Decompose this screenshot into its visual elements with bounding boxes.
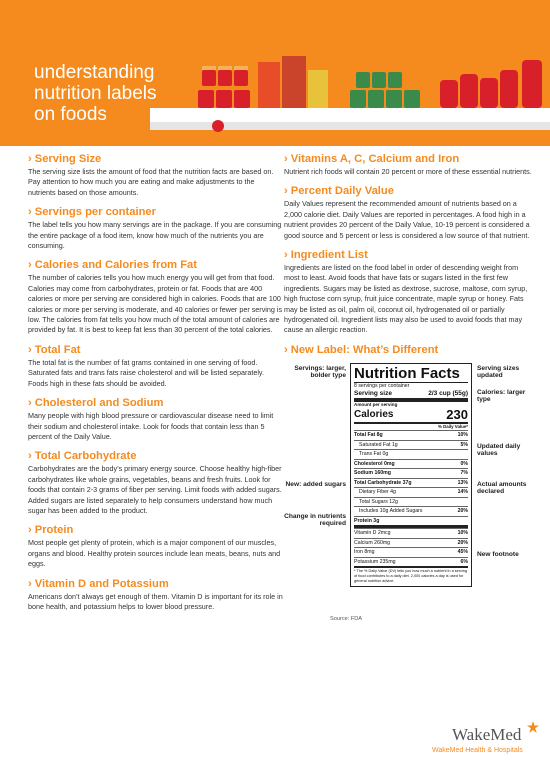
section-heading [28,523,284,537]
calories-label: Calories [354,409,394,421]
section-body: Nutrient rich foods will contain 20 percent or more of these essential nutrients. [284,167,532,176]
nutrient-row [354,430,468,440]
page-title [34,62,157,125]
nutrient-name: Vitamin D 2mcg [354,530,391,537]
nutrition-label-diagram [284,363,532,625]
section-heading-text: Calories and Calories from Fat [34,259,197,272]
nutrient-row [354,468,468,478]
nutrient-row [354,557,468,567]
section-heading [28,205,284,219]
annotation-new-added-sugars: New: added sugars [285,480,346,488]
section-heading-text: Serving Size [34,153,102,165]
calories-row [354,408,468,424]
nutrient-row [354,506,468,516]
annotation-calories: Calories: larger type [477,388,526,404]
nutrition-facts-label [350,363,472,588]
section-heading [284,248,532,262]
serving-size-value: 2/3 cup (55g) [428,389,468,397]
chevron-right-icon: › [28,397,32,410]
section-heading-text: New Label: What’s Different [290,343,439,356]
annotation-serving-sizes: Serving sizes updated [477,364,520,380]
section-heading-text: Servings per container [34,206,156,219]
nutrient-name: Sodium 160mg [354,470,391,477]
nutrient-row [354,440,468,450]
section-body: Most people get plenty of protein, which is a major component of our muscles, organs and blood. Healthy protein sources include lean meats, beans, nuts and eggs. [28,538,281,569]
calories-value: 230 [446,407,468,423]
section-body: The label tells you how many servings are in the package. If you are consuming the entire package of a food item, know how much of the nutrients you are consuming. [28,220,282,251]
nutrient-row [354,547,468,557]
nutrient-name: Cholesterol 0mg [354,460,395,467]
nutrient-name: Total Carbohydrate 37g [354,479,412,486]
nutrient-name: Protein 3g [354,517,380,524]
servings-per-container: 8 servings per container [354,382,410,389]
title-line-2: nutrition labels [34,83,157,104]
section-heading [284,152,532,166]
section-heading-text: Vitamins A, C, Calcium and Iron [290,153,460,165]
section-heading [28,396,284,410]
chevron-right-icon: › [28,153,32,165]
section-heading-text: Protein [34,524,74,537]
annotation-new-footnote: New footnote [477,550,519,558]
nutrient-daily-value: 20% [457,508,468,515]
nutrient-daily-value: 13% [457,479,468,486]
chevron-right-icon: › [28,206,32,219]
label-title: Nutrition Facts [354,366,468,383]
right-column [284,152,532,625]
nutrient-daily-value: 10% [457,432,468,439]
nutrient-row [354,497,468,507]
section-heading-text: Ingredient List [290,249,368,262]
nutrient-name: Calcium 260mg [354,539,391,546]
nutrient-row [354,487,468,497]
section-body: Daily Values represent the recommended amount of nutrients based on a 2,000 calorie diet. Daily Values are reported in percentages. A food high in a nutrient provides 20 percent of the Daily Value, 10-19 percent is considered a good source and 5 percent or less is considered a low source of that nutrient. [284,199,530,240]
nutrient-row [354,538,468,548]
chevron-right-icon: › [28,343,32,356]
chevron-right-icon: › [284,249,288,262]
section-body: Ingredients are listed on the food label in order of descending weight from most to least. Avoid foods that have fats or sugars listed in the first few ingredients. Sugars may be listed as dextrose, sucrose, maltose, corn syrup, high fructose corn syrup, fruit juice concentrate, maple syrup or honey. Fats may be listed as oil, palm oil, coconut oil, hydrogenated oil or partially hydrogenated oil. Ingredient lists may also be used to avoid foods that may cause an allergic reaction. [284,263,528,335]
nutrient-daily-value: 7% [460,470,468,477]
nutrient-row [354,528,468,538]
brand-subtitle: WakeMed Health & Hospitals [432,747,523,754]
wakemed-logo [432,725,523,754]
chevron-right-icon: › [28,577,32,590]
star-icon [527,721,539,733]
section-body: The total fat is the number of fat grams contained in one serving of food. Saturated fats and trans fats raise cholesterol and will be listed separately. Foods high in these fats should be avoided. [28,357,264,388]
nutrient-name: Dietary Fiber 4g [359,489,396,496]
nutrient-daily-value: 45% [457,549,468,556]
annotation-servings: Servings: larger, bolder type [294,364,346,380]
annotation-actual-amounts: Actual amounts declared [477,480,527,496]
chevron-right-icon: › [284,343,288,356]
nutrient-name: Trans Fat 0g [359,451,389,458]
nutrient-name: Total Sugars 12g [359,498,398,505]
chevron-right-icon: › [284,185,288,198]
amount-per-serving: Amount per serving [354,402,398,408]
section-heading [28,577,284,591]
chevron-right-icon: › [28,450,32,463]
nutrient-daily-value: 5% [460,441,468,448]
section-heading [28,343,284,357]
annotation-change-nutrients: Change in nutrients required [284,512,346,528]
section-body: Carbohydrates are the body’s primary energy source. Choose healthy high-fiber carbohydrates like whole grains, vegetables, beans and fresh fruits. Look for foods that contain 2-3 grams of fiber per serving. Limit foods with added sugars. Added sugars are listed separately to help consumers understand how much sugar has been added to the product. [28,464,282,515]
section-heading-text: Cholesterol and Sodium [34,397,164,410]
section-heading [284,184,532,198]
section-heading [28,258,284,272]
section-heading-text: Total Fat [34,343,81,356]
section-body: The serving size lists the amount of food that the nutrition facts are based on. Pay attention to how much you are eating and make adjustments to the nutrients based on those amounts. [28,167,274,197]
daily-value-header: % Daily Value* [437,424,468,430]
left-column [28,152,284,619]
section-heading-text: Total Carbohydrate [34,450,137,463]
nutrient-daily-value: 14% [457,489,468,496]
section-heading [28,449,284,463]
nutrient-daily-value: 6% [460,558,468,565]
section-heading-text: Percent Daily Value [290,185,394,198]
section-body: The number of calories tells you how much energy you will get from that food. Calories may come from carbohydrates, protein or fat. Foods that are 400 calories or more per serving are considered high in calories. Foods that are 100 calories or more per serving is moderate, and 40 calories or fewer per serving is low. The calories from fat tells you how much of the total amount of calories are provided by fat. It is best to keep fat less than 30 percent of the total calories. [28,273,283,335]
source-note: Source: FDA [330,615,363,622]
section-body: Many people with high blood pressure or cardiovascular disease need to limit their sodium and cholesterol intake. Look for foods that contain less than 5 percent of the Daily Value. [28,411,274,441]
nutrient-row [354,449,468,459]
nutrient-row [354,516,468,526]
nutrient-name: Total Fat 8g [354,432,383,439]
hero-banner [0,0,550,146]
section-heading [284,343,532,357]
chevron-right-icon: › [28,524,32,537]
brand-name: WakeMed [452,725,522,744]
nutrient-name: Saturated Fat 1g [359,441,398,448]
nutrient-daily-value: 0% [460,460,468,467]
section-heading [28,152,284,166]
section-body: Americans don’t always get enough of them. Vitamin D is important for its role in bone health, and potassium helps to lower blood pressure. [28,591,283,611]
nutrient-name: Includes 10g Added Sugars [359,508,423,515]
nutrient-row [354,459,468,469]
serving-size-row [354,390,468,403]
nutrient-daily-value: 10% [457,530,468,537]
chevron-right-icon: › [284,153,288,165]
annotation-updated-daily-values: Updated daily values [477,442,521,458]
nutrient-daily-value: 20% [457,539,468,546]
chevron-right-icon: › [28,259,32,272]
nutrient-row [354,478,468,488]
nutrient-name: Potassium 235mg [354,558,396,565]
section-heading-text: Vitamin D and Potassium [34,577,169,590]
title-line-3: on foods [34,104,107,125]
label-footnote: * The % Daily Value (DV) tells you how much a nutrient in a serving of food contributes to a daily diet. 2,000 calories a day is used for general nutrition advice. [354,566,468,584]
nutrient-name: Iron 8mg [354,549,375,556]
serving-size-label: Serving size [354,389,392,397]
title-line-1: understanding [34,62,155,83]
